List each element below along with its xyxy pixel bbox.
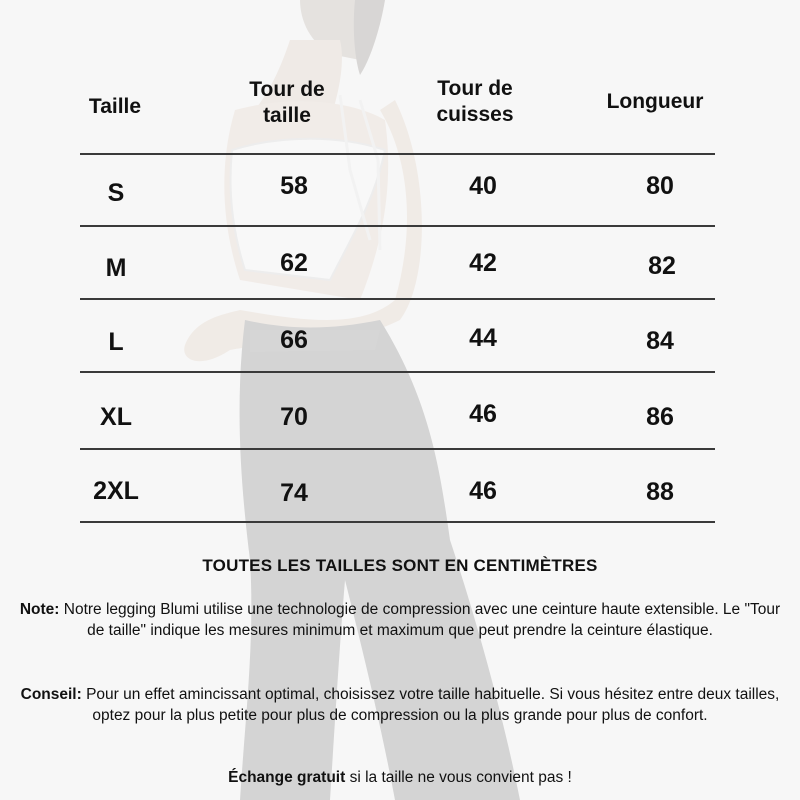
table-rule: [80, 298, 715, 300]
cell-tour-de-cuisses: 42: [469, 249, 497, 277]
cell-longueur: 88: [646, 478, 674, 506]
header-tour-de-taille-line1: Tour de: [249, 78, 325, 101]
cell-taille: M: [105, 254, 127, 282]
cell-tour-de-taille: 70: [280, 403, 308, 431]
table-rule: [80, 448, 715, 450]
header-tour-de-cuisses-line1: Tour de: [437, 77, 513, 100]
cell-taille: XL: [100, 403, 132, 431]
cell-longueur: 84: [646, 327, 674, 355]
note-text: Notre legging Blumi utilise une technologie de compression avec une ceinture haute extensible. Le "Tour de taille" indique les mesures minimum et maximum que peut prendre la ceinture élastique.: [59, 601, 781, 639]
cell-tour-de-taille: 58: [280, 172, 308, 200]
note-paragraph: [10, 599, 790, 641]
cell-tour-de-cuisses: 40: [469, 172, 497, 200]
cell-longueur: 86: [646, 403, 674, 431]
header-tour-de-taille: [222, 77, 352, 129]
cell-longueur: 80: [646, 172, 674, 200]
table-rule: [80, 153, 715, 155]
header-tour-de-cuisses-line2: cuisses: [436, 103, 514, 126]
conseil-text: Pour un effet amincissant optimal, choisissez votre taille habituelle. Si vous hésitez entre deux tailles, optez pour la plus petite pour plus de compression ou la plus grande pour plus de confort.: [81, 686, 780, 724]
cell-tour-de-taille: 66: [280, 326, 308, 354]
cell-tour-de-taille: 74: [280, 479, 308, 507]
table-rule: [80, 225, 715, 227]
conseil-label: Conseil:: [20, 686, 82, 703]
header-longueur: Longueur: [606, 90, 704, 113]
cell-taille: 2XL: [93, 477, 139, 505]
header-tour-de-cuisses: [410, 76, 540, 128]
exchange-paragraph: [10, 767, 790, 788]
note-label: Note:: [19, 601, 60, 618]
cell-taille: S: [107, 179, 125, 207]
units-heading: TOUTES LES TAILLES SONT EN CENTIMÈTRES: [202, 556, 598, 575]
header-tour-de-taille-line2: taille: [263, 104, 311, 127]
table-rule: [80, 521, 715, 523]
table-rule: [80, 371, 715, 373]
conseil-paragraph: [10, 684, 790, 726]
exchange-label: Échange gratuit: [228, 769, 346, 786]
cell-tour-de-cuisses: 46: [469, 400, 497, 428]
header-taille: Taille: [88, 95, 142, 118]
exchange-text: si la taille ne vous convient pas !: [345, 769, 572, 786]
cell-tour-de-cuisses: 46: [469, 477, 497, 505]
cell-tour-de-taille: 62: [280, 249, 308, 277]
cell-tour-de-cuisses: 44: [469, 324, 497, 352]
cell-taille: L: [108, 328, 124, 356]
cell-longueur: 82: [648, 252, 676, 280]
